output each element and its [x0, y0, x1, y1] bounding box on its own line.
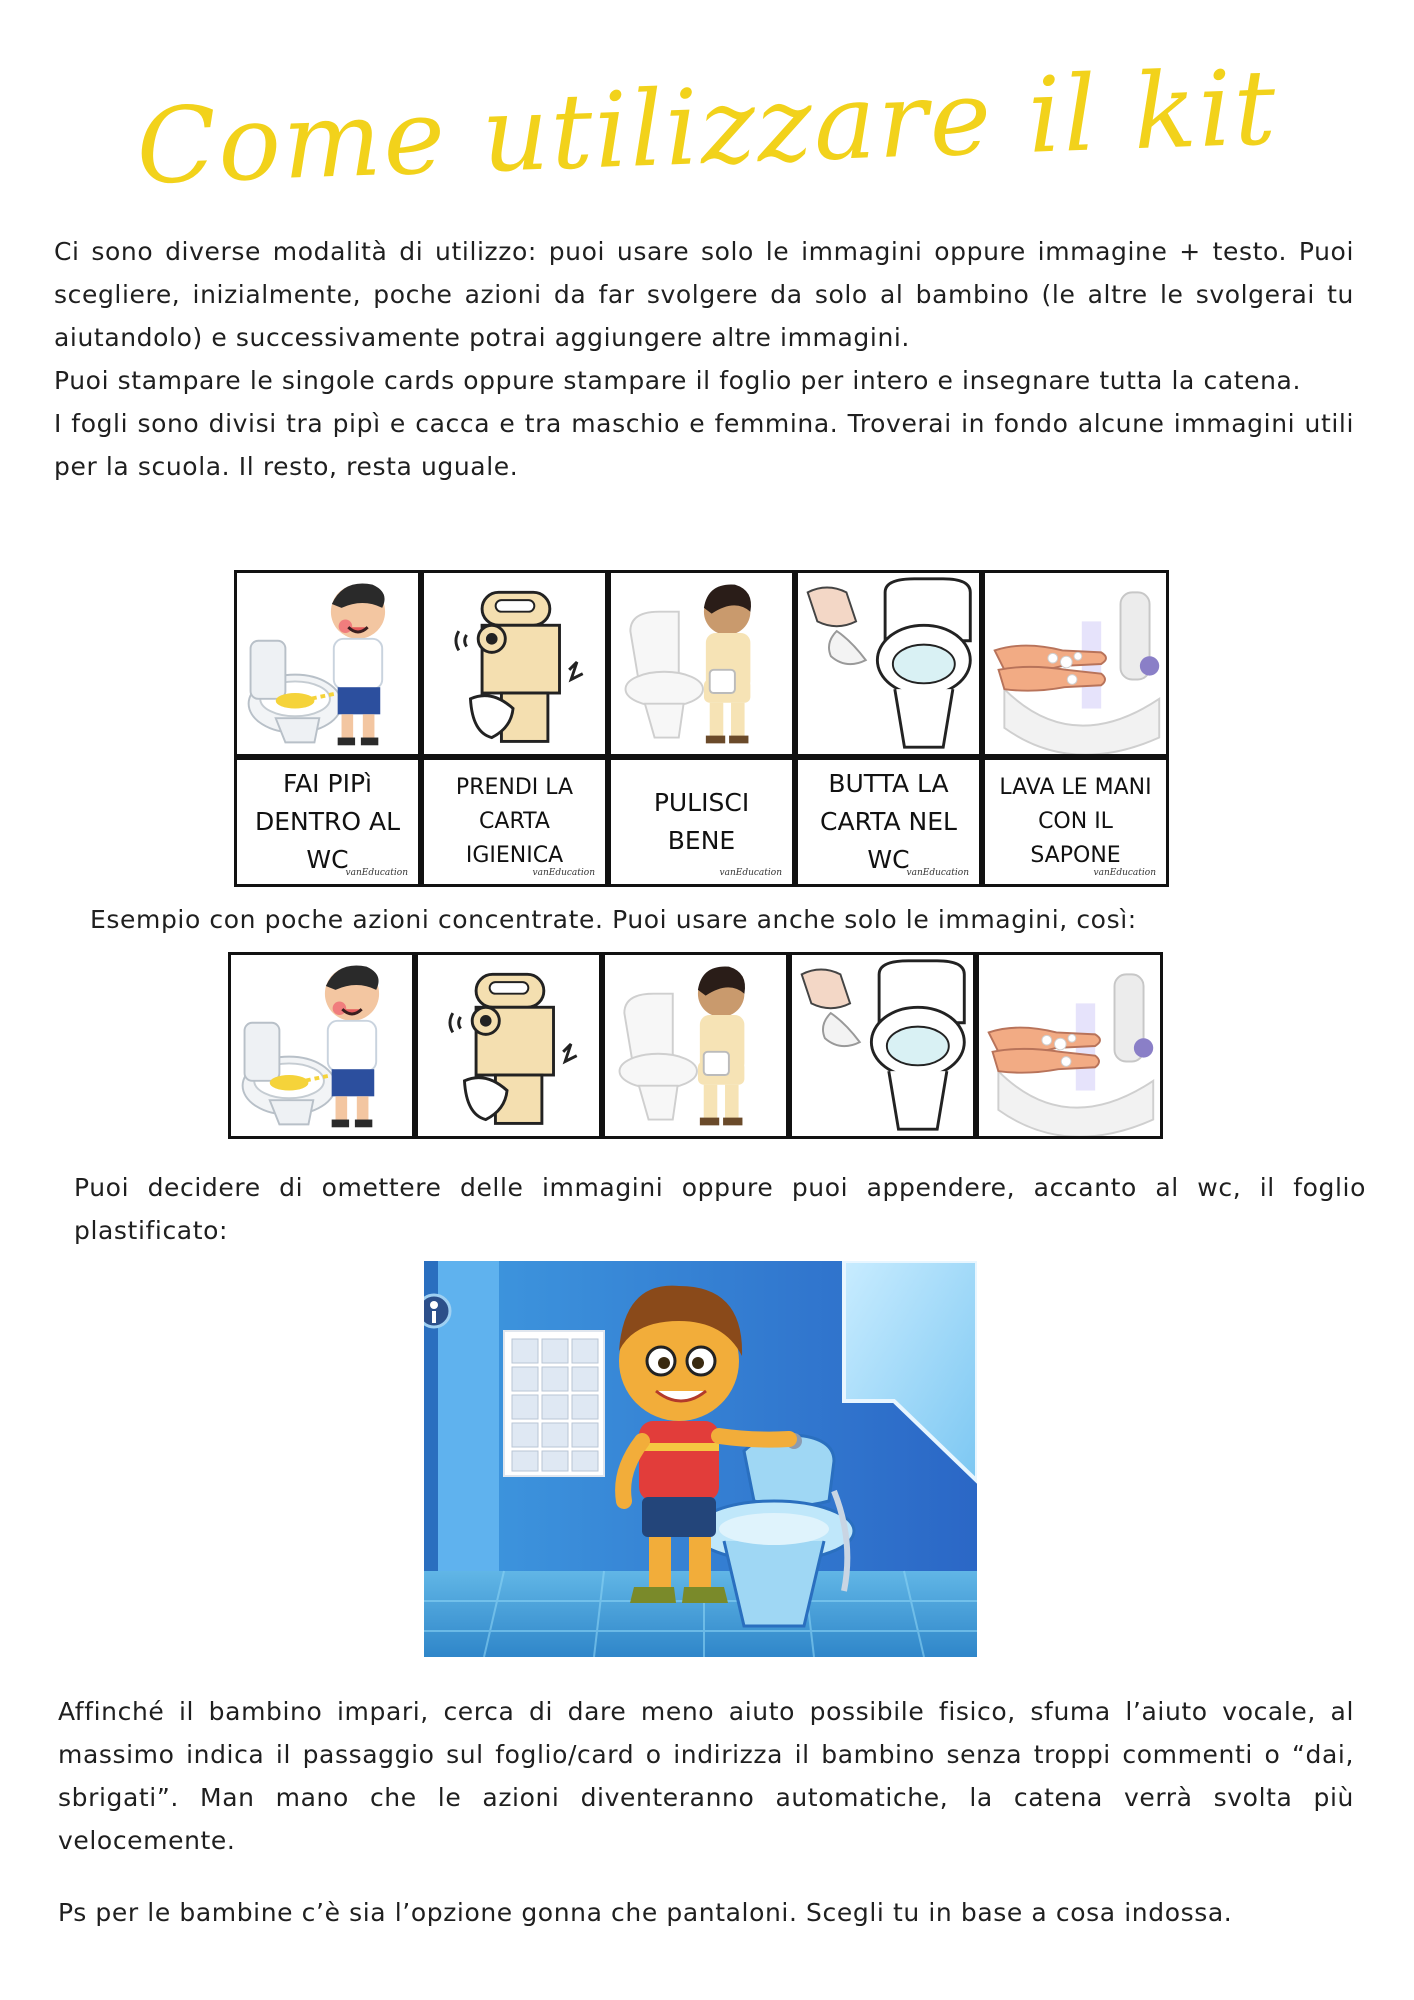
card-label-text: LAVA LE MANI CON IL SAPONE [999, 775, 1152, 868]
toilet-paper-roll-icon [424, 573, 605, 754]
intro-paragraph: Puoi stampare le singole cards oppure stampare il foglio per intero e insegnare tutta la catena. [54, 366, 1302, 395]
boy-peeing-in-toilet-icon [237, 573, 418, 754]
bathroom-illustration [424, 1261, 977, 1657]
throw-paper-in-toilet-icon [798, 573, 979, 754]
wash-hands-with-soap-icon [985, 573, 1166, 754]
wash-hands-with-soap-icon [979, 955, 1160, 1136]
boy-peeing-in-toilet-icon [231, 955, 412, 1136]
picture-card-row-with-labels [234, 570, 1169, 757]
page-title: Come utilizzare il kit [134, 46, 1280, 208]
picture-only-card-row [228, 952, 1163, 1139]
card-picture-paper [415, 952, 602, 1139]
closing-text [58, 1690, 1354, 1862]
card-label-wash [982, 757, 1169, 887]
card-watermark: vanEducation [906, 868, 969, 878]
card-label-wipe [608, 757, 795, 887]
intro-paragraph: Ci sono diverse modalità di utilizzo: puoi usare solo le immagini oppure immagine + testo. Puoi scegliere, inizialmente, poche azioni da far svolgere da solo al bambino (le altre le svolgerai tu aiutandolo) e successivamente potrai aggiungere altre immagini. [54, 237, 1354, 352]
label-card-row [234, 757, 1169, 887]
card-watermark: vanEducation [719, 868, 782, 878]
card-picture-wash [982, 570, 1169, 757]
card-label-text: BUTTA LA CARTA NEL WC [820, 769, 957, 874]
decide-text [74, 1166, 1366, 1252]
card-picture-wipe [602, 952, 789, 1139]
decide-paragraph: Puoi decidere di omettere delle immagini oppure puoi appendere, accanto al wc, il foglio plastificato: [74, 1173, 1366, 1245]
intro-text [54, 230, 1354, 488]
card-picture-pee [234, 570, 421, 757]
card-watermark: vanEducation [1093, 868, 1156, 878]
toilet-paper-roll-icon [418, 955, 599, 1136]
card-label-text: FAI PIPì DENTRO AL WC [254, 769, 401, 874]
card-picture-pee [228, 952, 415, 1139]
card-label-text: PRENDI LA CARTA IGIENICA [455, 775, 574, 868]
intro-paragraph: I fogli sono divisi tra pipì e cacca e tra maschio e femmina. Troverai in fondo alcune immagini utili per la scuola. Il resto, resta uguale. [54, 409, 1354, 481]
card-picture-throw [789, 952, 976, 1139]
closing-paragraph: Affinché il bambino impari, cerca di dare meno aiuto possibile fisico, sfuma l’aiuto vocale, al massimo indica il passaggio sul foglio/card o indirizza il bambino senza troppi commenti o “dai, sbrigati”. Man mano che le azioni diventeranno automatiche, la catena verrà svolta più velocemente. [58, 1697, 1354, 1855]
card-picture-paper [421, 570, 608, 757]
throw-paper-in-toilet-icon [792, 955, 973, 1136]
card-label-text: PULISCI BENE [653, 788, 750, 855]
card-picture-wipe [608, 570, 795, 757]
ps-text [58, 1891, 1354, 1934]
card-watermark: vanEducation [345, 868, 408, 878]
caption-text: Esempio con poche azioni concentrate. Puoi usare anche solo le immagini, così: [90, 905, 1137, 934]
card-picture-throw [795, 570, 982, 757]
boy-wiping-icon [611, 573, 792, 754]
boy-wiping-icon [605, 955, 786, 1136]
card-watermark: vanEducation [532, 868, 595, 878]
boy-flushing-toilet-illustration [424, 1261, 977, 1657]
ps-paragraph: Ps per le bambine c’è sia l’opzione gonna che pantaloni. Scegli tu in base a cosa indossa. [58, 1898, 1233, 1927]
card-picture-wash [976, 952, 1163, 1139]
card-label-throw [795, 757, 982, 887]
card-label-pee [234, 757, 421, 887]
card-label-paper [421, 757, 608, 887]
